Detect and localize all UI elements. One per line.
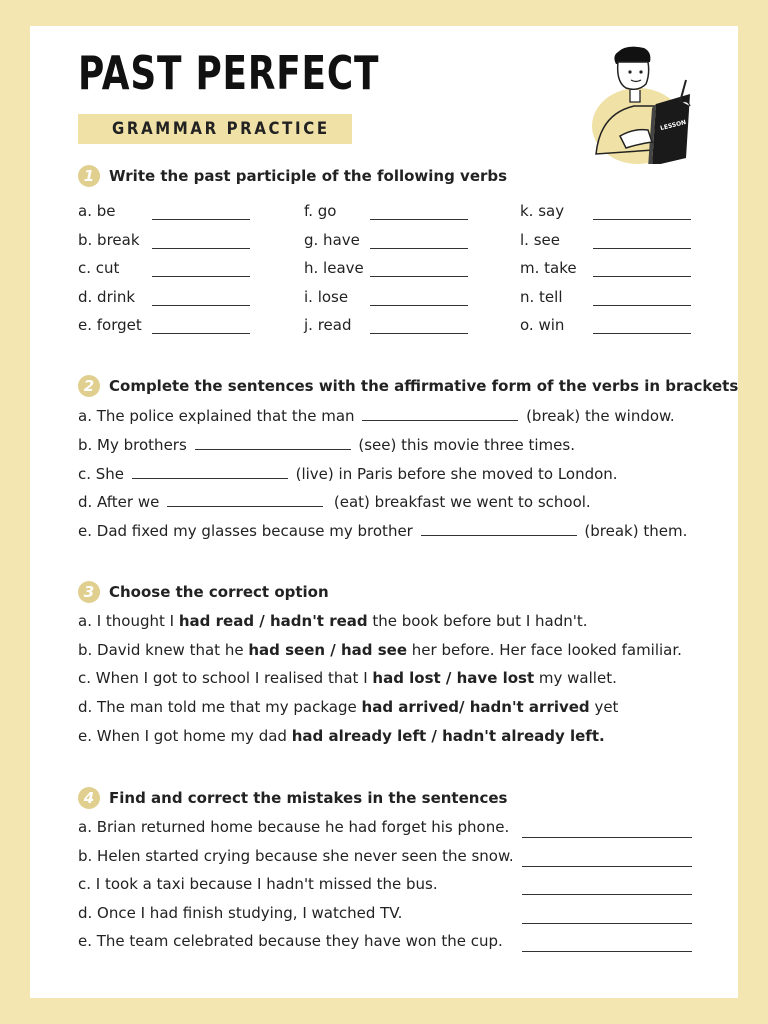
- sentence-end: (live) in Paris before she moved to London.: [295, 465, 618, 483]
- verb-label: l. see: [520, 230, 560, 249]
- sentence-line: [78, 435, 575, 454]
- mistake-sentence: c. I took a taxi because I hadn't missed the bus.: [78, 875, 438, 893]
- verb-label: j. read: [304, 316, 352, 334]
- verb-label: c. cut: [78, 259, 120, 277]
- verb-label: h. leave: [304, 259, 364, 277]
- option-sentence: [78, 698, 618, 716]
- mistake-sentence: a. Brian returned home because he had forget his phone.: [78, 818, 510, 836]
- verb-label: i. lose: [304, 287, 349, 306]
- answer-blank[interactable]: [370, 333, 468, 334]
- option-choice[interactable]: had lost / have lost: [372, 669, 535, 687]
- verb-label: a. be: [78, 202, 116, 220]
- mistake-sentence: d. Once I had finish studying, I watched TV.: [78, 903, 403, 922]
- sentence-end: (break) them.: [584, 522, 688, 540]
- answer-blank[interactable]: [421, 521, 577, 536]
- answer-blank[interactable]: [152, 219, 250, 220]
- sentence-start: a. I thought I: [78, 612, 179, 630]
- sentence-start: c. When I got to school I realised that I: [78, 669, 373, 687]
- option-sentence: [78, 669, 617, 687]
- section-heading-text: Find and correct the mistakes in the sentences: [109, 789, 508, 807]
- answer-blank[interactable]: [167, 492, 323, 507]
- sentence-line: [78, 521, 687, 540]
- student-reading-illustration: [586, 44, 696, 164]
- verb-label: m. take: [520, 259, 577, 277]
- sentence-end: (break) the window.: [526, 407, 675, 425]
- correction-blank[interactable]: [522, 837, 692, 838]
- answer-blank[interactable]: [370, 305, 468, 306]
- correction-blank[interactable]: [522, 866, 692, 867]
- option-choice[interactable]: had arrived/ hadn't arrived: [361, 698, 590, 716]
- section-4-heading: [78, 787, 507, 809]
- answer-blank[interactable]: [370, 276, 468, 277]
- answer-blank[interactable]: [152, 305, 250, 306]
- sentence-start: a. The police explained that the man: [78, 407, 355, 425]
- option-sentence: [78, 727, 605, 745]
- sentence-line: [78, 492, 591, 511]
- correction-blank[interactable]: [522, 951, 692, 952]
- verb-label: e. forget: [78, 316, 142, 334]
- answer-blank[interactable]: [593, 276, 691, 277]
- answer-blank[interactable]: [593, 305, 691, 306]
- option-sentence: [78, 612, 588, 630]
- answer-blank[interactable]: [370, 248, 468, 249]
- answer-blank[interactable]: [132, 464, 288, 479]
- answer-blank[interactable]: [362, 406, 518, 421]
- section-number-badge: 3: [78, 581, 100, 603]
- correction-blank[interactable]: [522, 923, 692, 924]
- verb-label: f. go: [304, 202, 337, 220]
- sentence-start: e. When I got home my dad: [78, 727, 292, 745]
- answer-blank[interactable]: [152, 333, 250, 334]
- option-sentence: [78, 641, 682, 659]
- section-3-heading: [78, 581, 329, 603]
- sentence-start: b. David knew that he: [78, 641, 249, 659]
- verb-label: d. drink: [78, 287, 136, 306]
- section-heading-text: Complete the sentences with the affirmative form of the verbs in brackets: [109, 377, 739, 395]
- section-heading-text: Choose the correct option: [109, 583, 329, 601]
- option-choice[interactable]: had seen / had see: [248, 641, 407, 659]
- verb-label: g. have: [304, 230, 360, 249]
- sentence-start: d. The man told me that my package: [78, 698, 362, 716]
- verb-label: b. break: [78, 230, 140, 249]
- section-number-badge: 4: [78, 787, 100, 809]
- sentence-end: the book before but I hadn't.: [367, 612, 588, 630]
- section-2-heading: [78, 375, 738, 397]
- answer-blank[interactable]: [593, 219, 691, 220]
- section-heading-text: Write the past participle of the following verbs: [109, 167, 508, 185]
- sentence-end: my wallet.: [534, 669, 617, 687]
- worksheet-page: [30, 26, 738, 998]
- section-number-badge: 1: [78, 165, 100, 187]
- sentence-end: (see) this movie three times.: [358, 436, 575, 454]
- verb-label: o. win: [520, 316, 565, 334]
- answer-blank[interactable]: [370, 219, 468, 220]
- sentence-start: d. After we: [78, 493, 160, 511]
- mistake-sentence: e. The team celebrated because they have won the cup.: [78, 932, 503, 950]
- sentence-start: c. She: [78, 465, 125, 483]
- answer-blank[interactable]: [152, 276, 250, 277]
- sentence-end: yet: [589, 698, 619, 716]
- mistake-sentence: b. Helen started crying because she never seen the snow.: [78, 846, 514, 865]
- answer-blank[interactable]: [593, 333, 691, 334]
- page-title: PAST PERFECT: [78, 46, 380, 100]
- page-subtitle: GRAMMAR PRACTICE: [112, 119, 330, 139]
- answer-blank[interactable]: [593, 248, 691, 249]
- correction-blank[interactable]: [522, 894, 692, 895]
- book-label: LESSON: [659, 118, 687, 133]
- option-choice[interactable]: had read / hadn't read: [178, 612, 368, 630]
- sentence-start: e. Dad fixed my glasses because my brother: [78, 522, 413, 540]
- sentence-line: [78, 464, 618, 483]
- sentence-line: [78, 406, 675, 425]
- section-number-badge: 2: [78, 375, 100, 397]
- sentence-start: b. My brothers: [78, 436, 187, 454]
- verb-label: k. say: [520, 202, 565, 220]
- option-choice[interactable]: had already left / hadn't already left.: [291, 727, 605, 745]
- sentence-end: her before. Her face looked familiar.: [407, 641, 682, 659]
- sentence-end: (eat) breakfast we went to school.: [333, 493, 591, 511]
- answer-blank[interactable]: [152, 248, 250, 249]
- verb-label: n. tell: [520, 287, 563, 306]
- answer-blank[interactable]: [195, 435, 351, 450]
- section-1-heading: [78, 165, 507, 187]
